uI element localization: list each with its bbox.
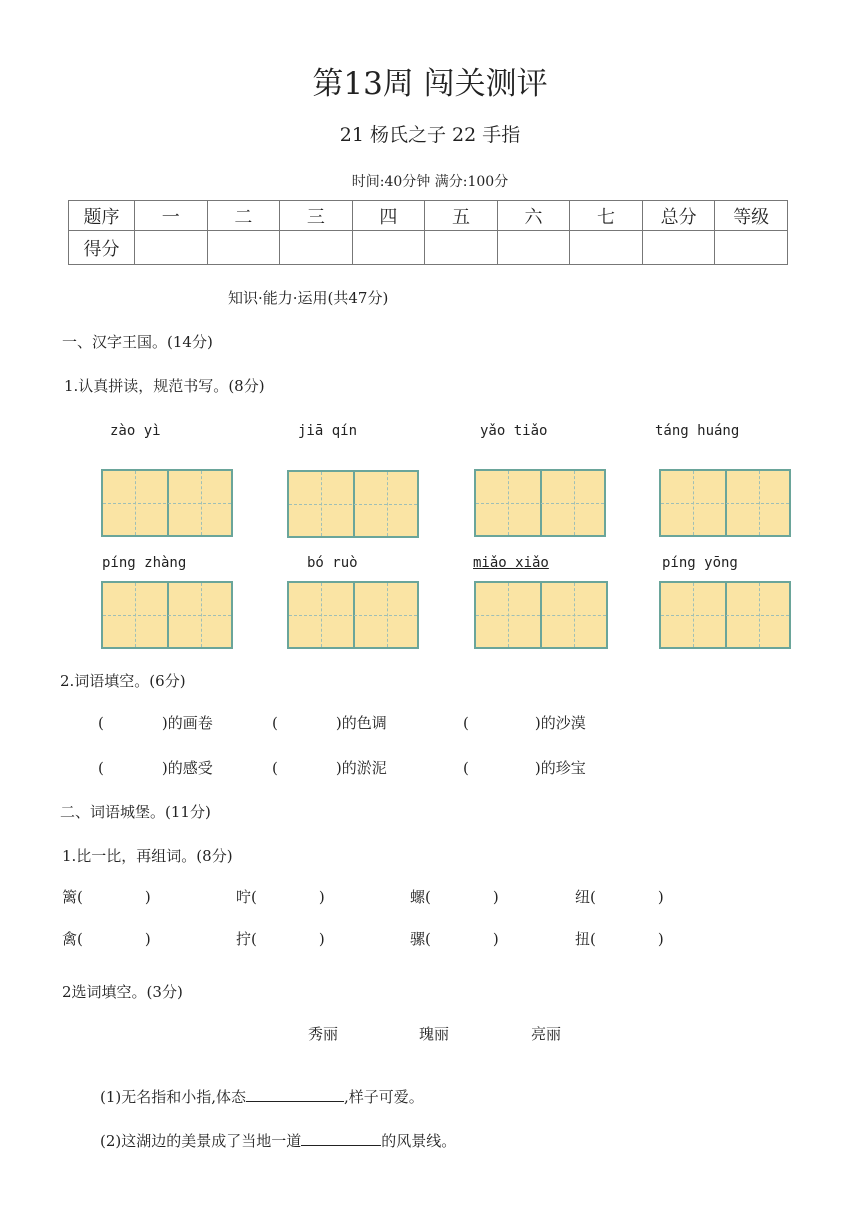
word-choice: 亮丽 xyxy=(531,1025,562,1043)
header-cell: 等级 xyxy=(715,201,788,231)
sentence-2-after: 的风景线。 xyxy=(381,1132,457,1150)
compare-char: 骡 xyxy=(410,930,426,948)
pinyin-label: zào yì xyxy=(110,423,161,439)
compare-item[interactable]: 咛( ) xyxy=(236,888,325,906)
header-cell: 七 xyxy=(570,201,643,231)
writing-grid[interactable] xyxy=(101,581,233,649)
fill-item-text: 的感受 xyxy=(167,759,213,777)
score-cell[interactable] xyxy=(570,231,643,265)
fill-item-text: 的淤泥 xyxy=(341,759,387,777)
score-cell[interactable] xyxy=(497,231,570,265)
compare-item[interactable]: 篱( ) xyxy=(62,888,151,906)
compare-char: 篱 xyxy=(62,888,78,906)
exam-meta: 时间:40分钟 满分:100分 xyxy=(351,174,509,190)
score-table-header-row xyxy=(69,201,788,231)
sentence-2-before: (2)这湖边的美景成了当地一道 xyxy=(100,1132,302,1150)
page-title: 第13周 闯关测评 xyxy=(312,66,548,102)
compare-item[interactable]: 纽( ) xyxy=(575,888,664,906)
header-cell: 六 xyxy=(497,201,570,231)
sentence-2 xyxy=(100,1130,456,1151)
score-cell[interactable] xyxy=(280,231,353,265)
header-cell: 四 xyxy=(352,201,425,231)
compare-item[interactable]: 螺( ) xyxy=(410,888,499,906)
sentence-1-blank[interactable] xyxy=(246,1101,344,1102)
writing-grid[interactable] xyxy=(287,470,419,538)
part1-heading: 一、汉字王国。(14分) xyxy=(62,333,213,351)
sentence-1-before: (1)无名指和小指,体态 xyxy=(100,1088,247,1106)
part2-q2-heading: 2选词填空。(3分) xyxy=(62,983,183,1001)
pinyin-label: miǎo xiǎo xyxy=(473,555,549,571)
writing-grid[interactable] xyxy=(659,581,791,649)
compare-item[interactable]: 拧( ) xyxy=(236,930,325,948)
pinyin-label: píng zhàng xyxy=(102,555,187,571)
part2-q1-heading: 1.比一比，再组词。(8分) xyxy=(62,847,233,865)
pinyin-label: jiā qín xyxy=(298,423,358,439)
fill-item-text: 的沙漠 xyxy=(540,714,586,732)
fill-item-text: 的珍宝 xyxy=(540,759,586,777)
sentence-2-blank[interactable] xyxy=(301,1145,381,1146)
word-choice: 瑰丽 xyxy=(419,1025,450,1043)
row-label: 得分 xyxy=(69,231,135,265)
fill-item-text: 的色调 xyxy=(341,714,387,732)
compare-char: 纽 xyxy=(575,888,591,906)
header-cell: 五 xyxy=(425,201,498,231)
score-cell[interactable] xyxy=(135,231,208,265)
header-cell: 二 xyxy=(207,201,280,231)
section-banner: 知识·能力·运用(共47分) xyxy=(228,289,389,307)
score-table xyxy=(68,200,788,265)
fill-item[interactable]: ( )的画卷 xyxy=(98,714,213,732)
word-choice: 秀丽 xyxy=(308,1025,339,1043)
pinyin-label: bó ruò xyxy=(307,555,358,571)
score-cell[interactable] xyxy=(207,231,280,265)
compare-item[interactable]: 骡( ) xyxy=(410,930,499,948)
part1-q1-heading: 1.认真拼读，规范书写。(8分) xyxy=(64,377,265,395)
part1-q2-heading: 2.词语填空。(6分) xyxy=(60,672,186,690)
header-cell: 总分 xyxy=(642,201,715,231)
writing-grid[interactable] xyxy=(101,469,233,537)
header-cell: 三 xyxy=(280,201,353,231)
writing-grid[interactable] xyxy=(287,581,419,649)
compare-char: 拧 xyxy=(236,930,252,948)
compare-char: 禽 xyxy=(62,930,78,948)
pinyin-label: yǎo tiǎo xyxy=(480,423,548,439)
lesson-subtitle: 21 杨氏之子 22 手指 xyxy=(339,124,521,146)
fill-item[interactable]: ( )的感受 xyxy=(98,759,213,777)
score-table-score-row xyxy=(69,231,788,265)
compare-char: 扭 xyxy=(575,930,591,948)
sentence-1 xyxy=(100,1086,424,1107)
fill-item-text: 的画卷 xyxy=(167,714,213,732)
fill-item[interactable]: ( )的沙漠 xyxy=(463,714,586,732)
pinyin-label: táng huáng xyxy=(655,423,740,439)
writing-grid[interactable] xyxy=(474,469,606,537)
compare-item[interactable]: 禽( ) xyxy=(62,930,151,948)
fill-item[interactable]: ( )的色调 xyxy=(272,714,387,732)
pinyin-label: píng yōng xyxy=(662,555,738,571)
compare-char: 螺 xyxy=(410,888,426,906)
part2-heading: 二、词语城堡。(11分) xyxy=(60,803,211,821)
header-cell: 题序 xyxy=(69,201,135,231)
compare-char: 咛 xyxy=(236,888,252,906)
score-cell[interactable] xyxy=(715,231,788,265)
score-cell[interactable] xyxy=(425,231,498,265)
compare-item[interactable]: 扭( ) xyxy=(575,930,664,948)
fill-item[interactable]: ( )的珍宝 xyxy=(463,759,586,777)
score-cell[interactable] xyxy=(642,231,715,265)
writing-grid[interactable] xyxy=(474,581,608,649)
score-cell[interactable] xyxy=(352,231,425,265)
header-cell: 一 xyxy=(135,201,208,231)
sentence-1-after: ,样子可爱。 xyxy=(344,1088,424,1106)
writing-grid[interactable] xyxy=(659,469,791,537)
fill-item[interactable]: ( )的淤泥 xyxy=(272,759,387,777)
